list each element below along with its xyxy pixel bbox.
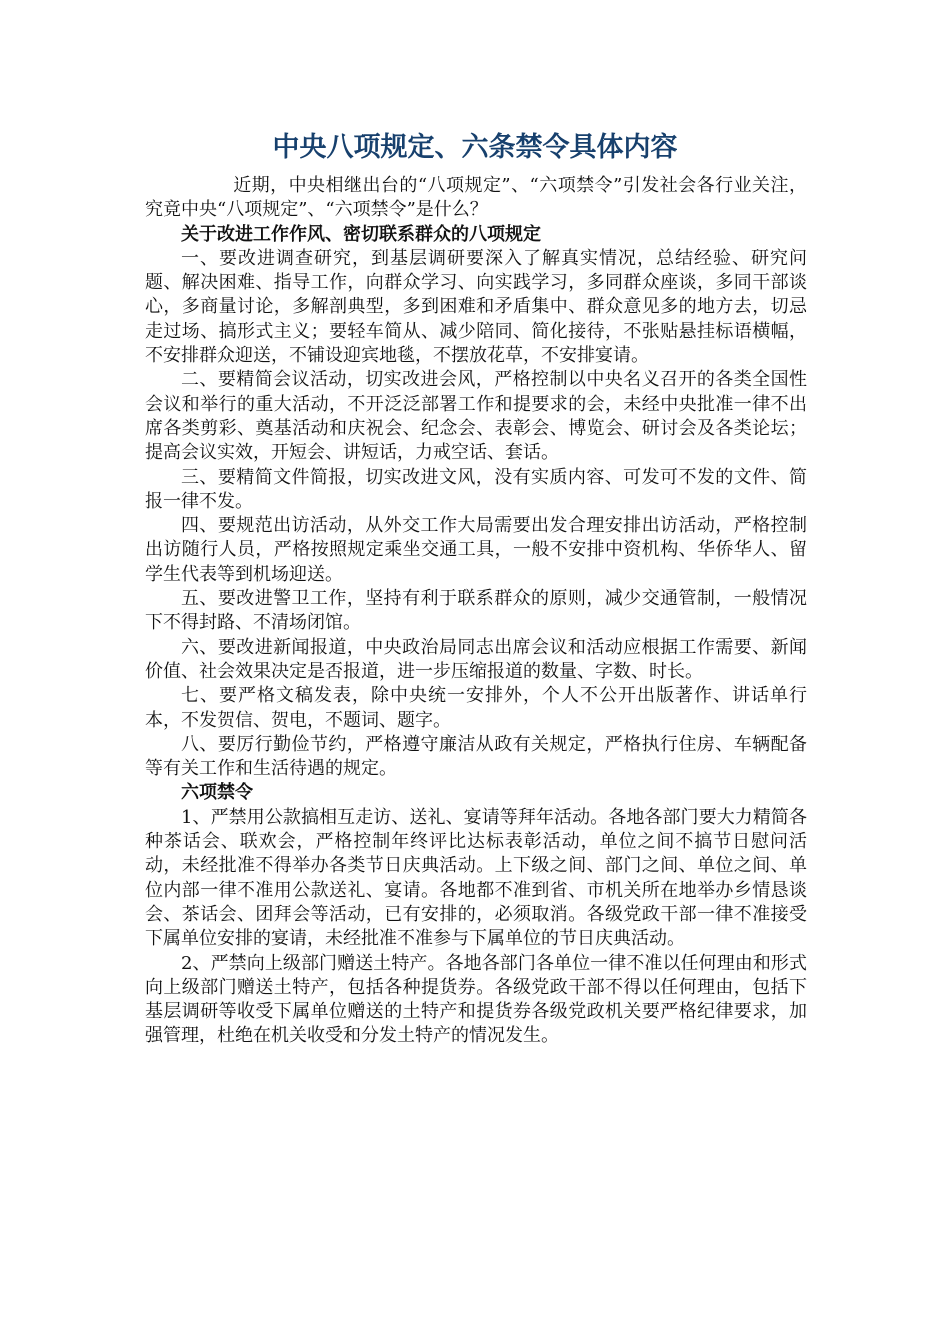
rule-paragraph-3: 三、要精简文件简报，切实改进文风，没有实质内容、可发可不发的文件、简报一律不发。 [145, 466, 807, 512]
document-title: 中央八项规定、六条禁令具体内容 [272, 132, 678, 163]
ban-paragraph-2: 2、严禁向上级部门赠送土特产。各地各部门各单位一律不准以任何理由和形式向上级部门赠送土特产，包括各种提货券。各级党政干部不得以任何理由，包括下基层调研等收受下属单位赠送的土特产和提货券各级党政机关要严格纪律要求，加强管理，杜绝在机关收受和分发土特产的情况发生。 [145, 952, 807, 1047]
document-body [145, 174, 807, 1049]
rule-paragraph-5: 五、要改进警卫工作，坚持有利于联系群众的原则，减少交通管制，一般情况下不得封路、不清场闭馆。 [145, 588, 807, 634]
section-heading-eight-rules: 关于改进工作作风、密切联系群众的八项规定 [181, 223, 541, 245]
rule-paragraph-8: 八、要厉行勤俭节约，严格遵守廉洁从政有关规定，严格执行住房、车辆配备等有关工作和生活待遇的规定。 [145, 733, 807, 780]
rule-paragraph-7: 七、要严格文稿发表，除中央统一安排外，个人不公开出版著作、讲话单行本，不发贺信、贺电，不题词、题字。 [145, 685, 807, 731]
rule-paragraph-6: 六、要改进新闻报道，中央政治局同志出席会议和活动应根据工作需要、新闻价值、社会效果决定是否报道，进一步压缩报道的数量、字数、时长。 [145, 636, 807, 682]
intro-paragraph: 近期，中央相继出台的“八项规定”、“六项禁令”引发社会各行业关注，究竟中央“八项规定”、“六项禁令”是什么？ [145, 175, 807, 221]
rule-paragraph-4: 四、要规范出访活动，从外交工作大局需要出发合理安排出访活动，严格控制出访随行人员，严格按照规定乘坐交通工具，一般不安排中资机构、华侨华人、留学生代表等到机场迎送。 [145, 515, 807, 585]
rule-paragraph-2: 二、要精简会议活动，切实改进会风，严格控制以中央名义召开的各类全国性会议和举行的重大活动，不开泛泛部署工作和提要求的会，未经中央批准一律不出席各类剪彩、奠基活动和庆祝会、纪念会、表彰会、博览会、研讨会及各类论坛；提高会议实效，开短会、讲短话，力戒空话、套话。 [145, 369, 807, 464]
rule-paragraph-1: 一、要改进调查研究，到基层调研要深入了解真实情况，总结经验、研究问题、解决困难、指导工作，向群众学习、向实践学习，多同群众座谈，多同干部谈心，多商量讨论，多解剖典型，多到困难和矛盾集中、群众意见多的地方去，切忌走过场、搞形式主义；要轻车简从、减少陪同、简化接待，不张贴悬挂标语横幅，不安排群众迎送，不铺设迎宾地毯，不摆放花草，不安排宴请。 [145, 247, 807, 367]
ban-paragraph-1: 1、严禁用公款搞相互走访、送礼、宴请等拜年活动。各地各部门要大力精简各种茶话会、联欢会，严格控制年终评比达标表彰活动，单位之间不搞节日慰问活动，未经批准不得举办各类节日庆典活动。上下级之间、部门之间、单位之间、单位内部一律不准用公款送礼、宴请。各地都不准到省、市机关所在地举办乡情恳谈会、茶话会、团拜会等活动，已有安排的，必须取消。各级党政干部一律不准接受下属单位安排的宴请，未经批准不准参与下属单位的节日庆典活动。 [145, 806, 807, 950]
section-heading-six-bans: 六项禁令 [181, 782, 253, 804]
